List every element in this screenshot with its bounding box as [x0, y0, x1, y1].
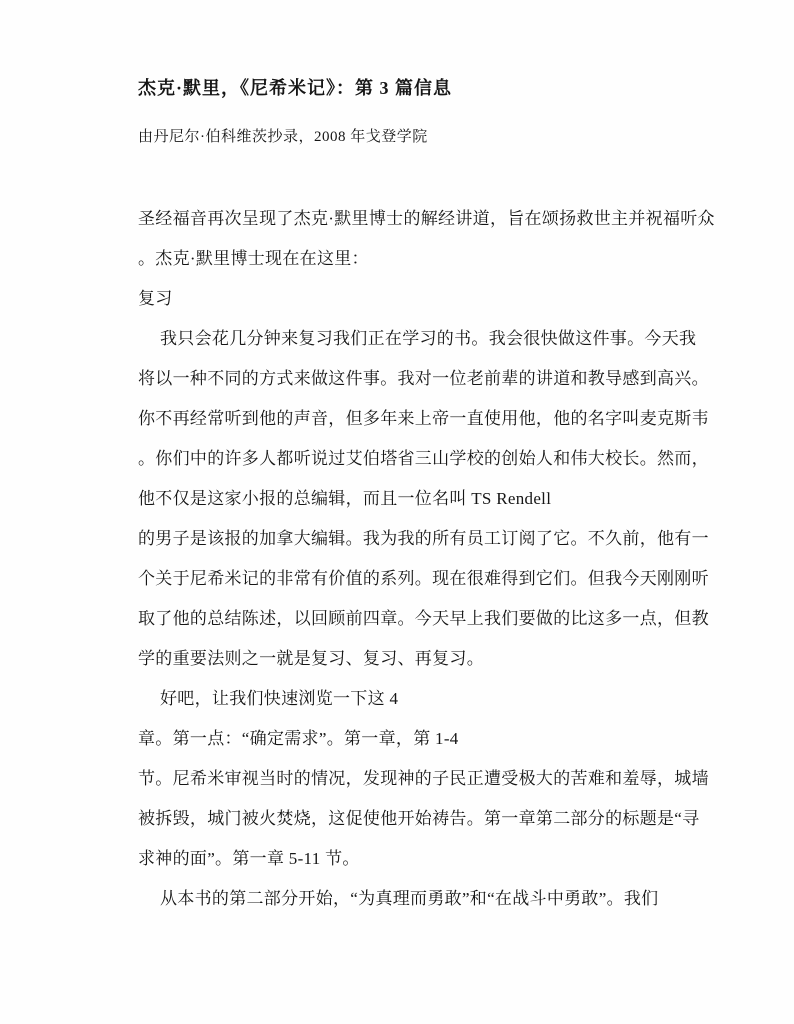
document-body [138, 199, 715, 919]
text-line: 圣经福音再次呈现了杰克·默里博士的解经讲道，旨在颂扬救世主并祝福听众 [138, 209, 715, 228]
text-line: 取了他的总结陈述，以回顾前四章。今天早上我们要做的比这多一点，但教 [138, 609, 709, 628]
text-line: 好吧，让我们快速浏览一下这 4 [160, 689, 399, 708]
text-line: 我只会花几分钟来复习我们正在学习的书。我会很快做这件事。今天我 [160, 329, 697, 348]
text-line: 章。第一点：“确定需求”。第一章，第 1-4 [138, 729, 459, 748]
text-line: 从本书的第二部分开始，“为真理而勇敢”和“在战斗中勇敢”。我们 [160, 889, 659, 908]
paragraph [138, 319, 709, 679]
paragraph [138, 679, 709, 879]
text-line: 的男子是该报的加拿大编辑。我为我的所有员工订阅了它。不久前，他有一 [138, 529, 709, 548]
text-line: 节。尼希米审视当时的情况，发现神的子民正遭受极大的苦难和羞辱，城墙 [138, 769, 709, 788]
text-line: 他不仅是这家小报的总编辑，而且一位名叫 TS Rendell [138, 489, 552, 508]
paragraph [138, 879, 704, 919]
text-line: 。杰克·默里博士现在在这里： [138, 249, 369, 268]
text-line: 求神的面”。第一章 5-11 节。 [138, 849, 360, 868]
document-subtitle: 由丹尼尔·伯科维茨抄录，2008 年戈登学院 [138, 129, 428, 145]
intro-paragraph [138, 199, 715, 279]
text-line: 被拆毁，城门被火焚烧，这促使他开始祷告。第一章第二部分的标题是“寻 [138, 809, 700, 828]
text-line: 。你们中的许多人都听说过艾伯塔省三山学校的创始人和伟大校长。然而， [138, 449, 709, 468]
document-content [138, 76, 715, 919]
text-line: 学的重要法则之一就是复习、复习、再复习。 [138, 649, 484, 668]
text-line: 你不再经常听到他的声音，但多年来上帝一直使用他，他的名字叫麦克斯韦 [138, 409, 709, 428]
section-heading-review: 复习 [138, 289, 173, 308]
text-line: 将以一种不同的方式来做这件事。我对一位老前辈的讲道和教导感到高兴。 [138, 369, 709, 388]
text-line: 个关于尼希米记的非常有价值的系列。现在很难得到它们。但我今天刚刚听 [138, 569, 709, 588]
document-title: 杰克·默里，《尼希米记》：第 3 篇信息 [138, 78, 453, 98]
